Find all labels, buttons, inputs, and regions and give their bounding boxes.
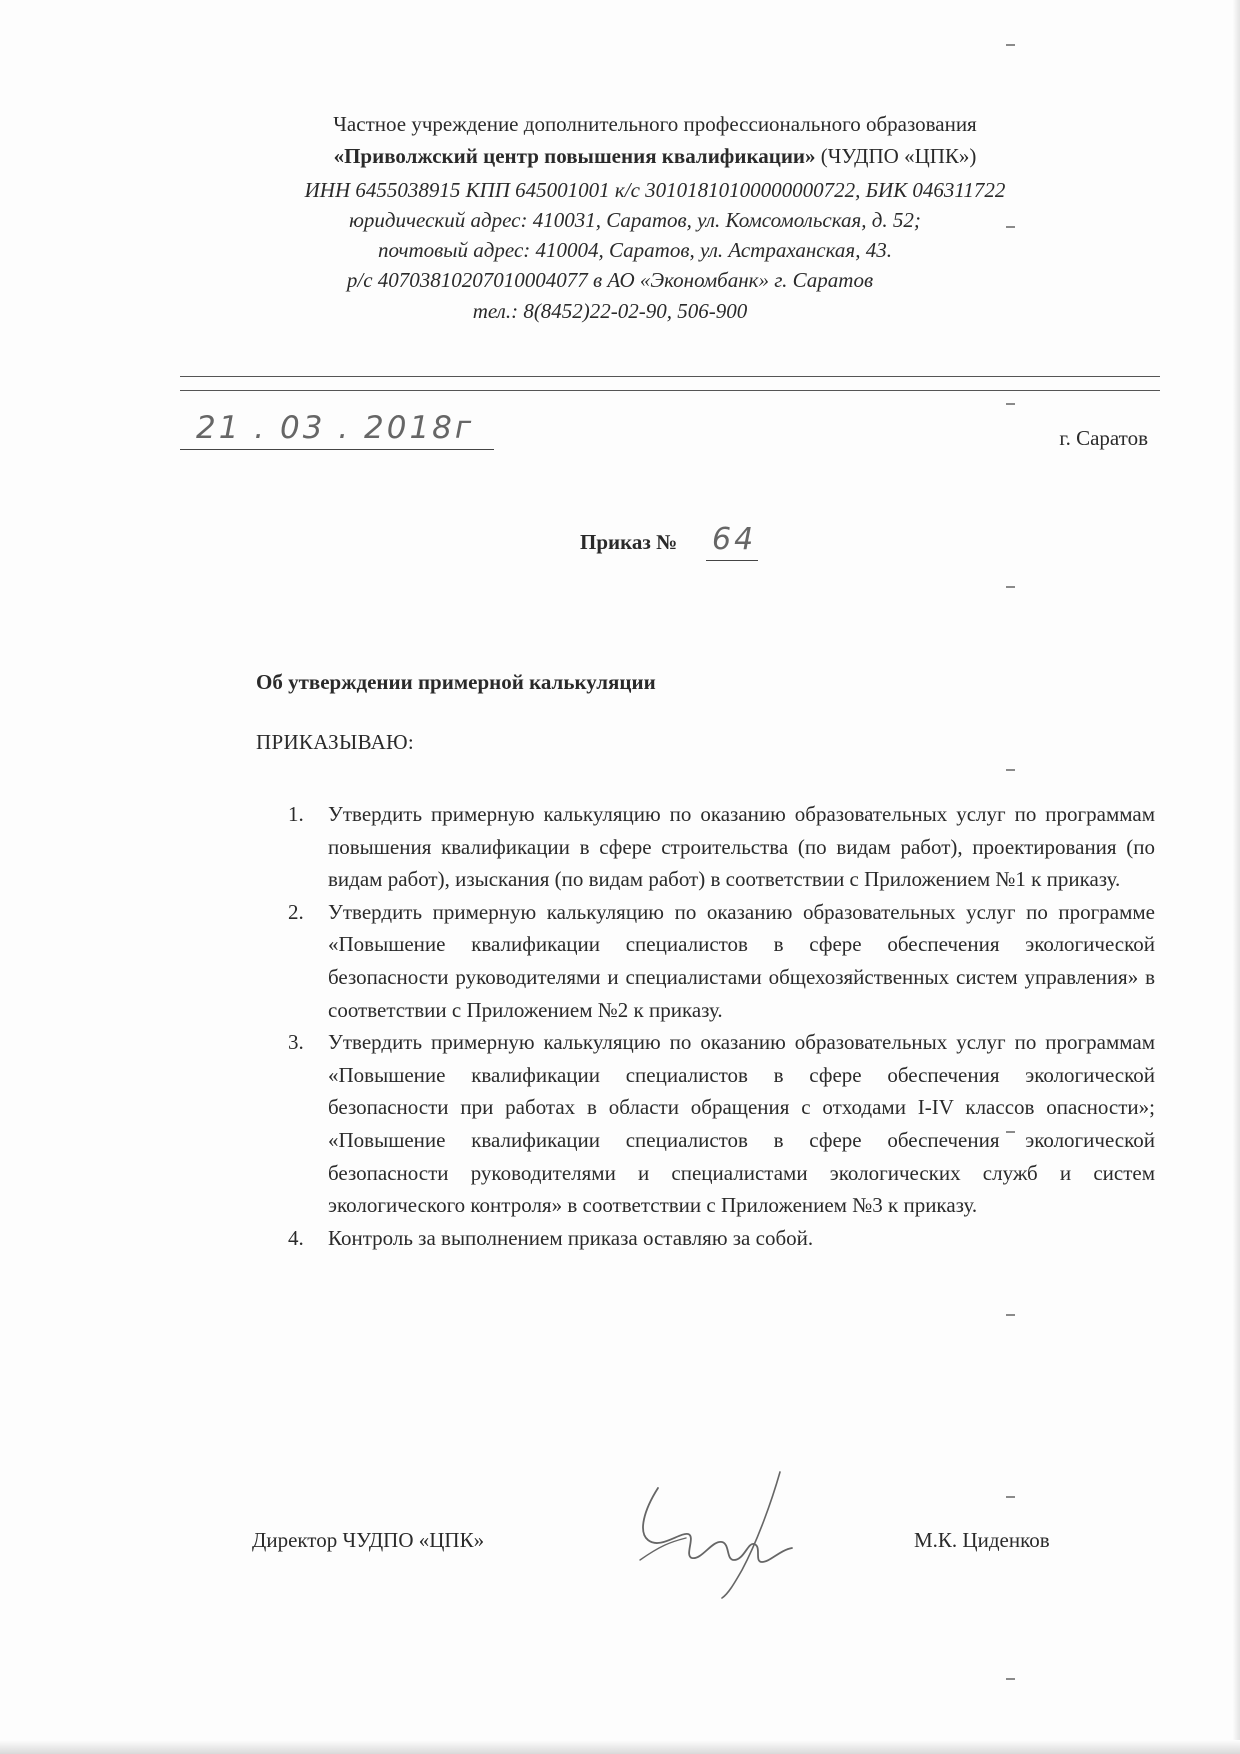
header-rule-bottom	[180, 390, 1160, 391]
clause-text: Контроль за выполнением приказа оставляю за собой.	[328, 1225, 814, 1250]
header-rule-top	[180, 376, 1160, 377]
org-full-name: Частное учреждение дополнительного профессионального образования	[333, 112, 977, 136]
org-requisites: ИНН 6455038915 КПП 645001001 к/с 30101810100000000722, БИК 046311722	[304, 178, 1006, 202]
signatory-name: М.К. Циденков	[914, 1528, 1050, 1552]
list-item	[282, 896, 1155, 1026]
order-label: Приказ №	[580, 530, 678, 554]
scan-speck	[1006, 1496, 1015, 1498]
clause-text: Утвердить примерную калькуляцию по оказанию образовательных услуг по программе «Повышение квалификации специалистов в сфере обеспечения экологической безопасности руководителями и специалистами общехозяйственных систем управления» в соответствии с Приложением №2 к приказу.	[328, 899, 1155, 1022]
clause-text: Утвердить примерную калькуляцию по оказанию образовательных услуг по программам «Повышение квалификации специалистов в сфере обеспечения экологической безопасности при работах в области обращения с отходами I-IV классов опасности»; «Повышение квалификации специалистов в сфере обеспечения экологической безопасности руководителями и специалистами экологических служб и систем экологического контроля» в соответствии с Приложением №3 к приказу.	[328, 1030, 1155, 1218]
phone: тел.: 8(8452)22-02-90, 506-900	[472, 299, 748, 323]
org-short-name	[180, 142, 1130, 171]
org-name-bold: «Приволжский центр повышения квалификации»	[333, 144, 816, 168]
scan-speck	[1006, 586, 1015, 588]
scan-speck	[1006, 403, 1015, 405]
handwritten-order-number: 64	[712, 522, 757, 557]
decree-word: ПРИКАЗЫВАЮ:	[256, 730, 415, 754]
clause-number: 4.	[288, 1225, 304, 1250]
list-item	[282, 1026, 1155, 1222]
date-line	[180, 449, 494, 450]
bank-account: р/с 40703810207010004077 в АО «Экономбанк» г. Саратов	[346, 268, 874, 292]
scan-speck	[1006, 769, 1015, 771]
clause-number: 1.	[288, 802, 304, 826]
org-abbreviation: (ЧУДПО «ЦПК»)	[815, 144, 977, 168]
scan-edge-bottom	[0, 1740, 1240, 1754]
scan-edge-right	[1232, 0, 1240, 1754]
signature-scribble	[630, 1470, 830, 1600]
order-clauses	[282, 798, 1155, 1254]
handwritten-date: 21 . 03 . 2018г	[196, 410, 475, 446]
order-number-line	[706, 560, 758, 561]
list-item	[282, 798, 1155, 896]
city: г. Саратов	[1059, 426, 1148, 450]
order-subject: Об утверждении примерной калькуляции	[256, 670, 656, 694]
postal-address: почтовый адрес: 410004, Саратов, ул. Астраханская, 43.	[378, 238, 892, 262]
legal-address: юридический адрес: 410031, Саратов, ул. Комсомольская, д. 52;	[349, 208, 921, 232]
signatory-role: Директор ЧУДПО «ЦПК»	[252, 1528, 485, 1552]
clause-number: 3.	[288, 1030, 304, 1055]
scan-speck	[1006, 44, 1015, 46]
scan-speck	[1006, 1678, 1015, 1680]
order-title	[580, 530, 677, 555]
clause-text: Утвердить примерную калькуляцию по оказанию образовательных услуг по программам повышения квалификации в сфере строительства (по видам работ), проектирования (по видам работ), изыскания (по видам работ) в соответствии с Приложением №1 к приказу.	[328, 802, 1155, 892]
list-item	[282, 1222, 1155, 1255]
scan-speck	[1006, 1314, 1015, 1316]
clause-number: 2.	[288, 899, 304, 924]
